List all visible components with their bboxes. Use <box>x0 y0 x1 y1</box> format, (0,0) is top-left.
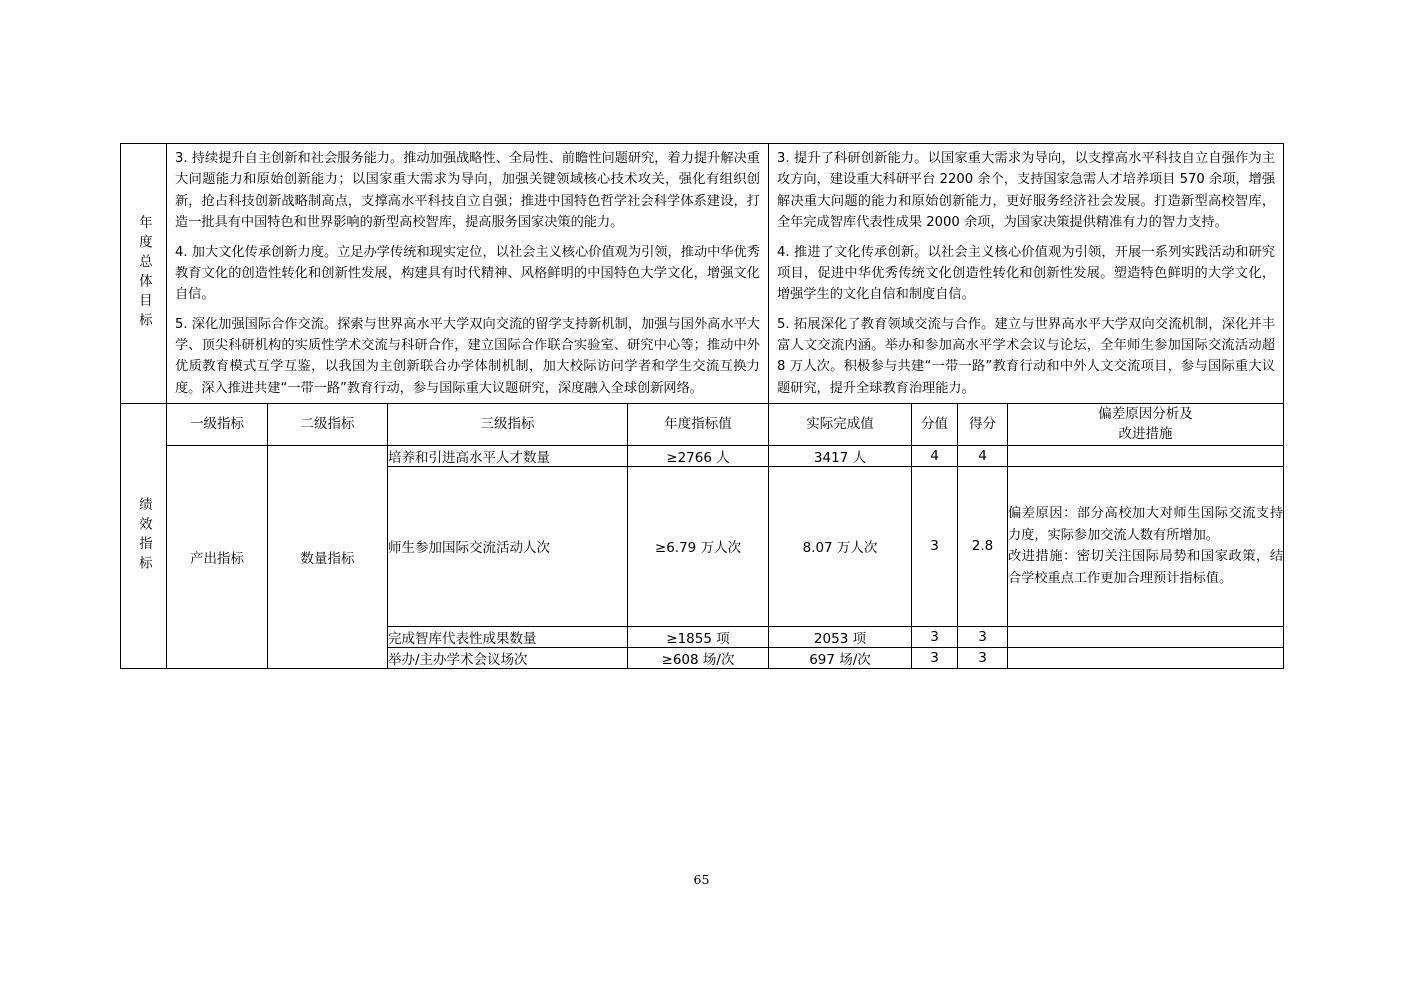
cell-annual-target-row3: ≥608 场/次 <box>628 647 769 668</box>
column-header-level2: 二级指标 <box>268 404 388 446</box>
cell-annual-target-row0: ≥2766 人 <box>628 445 769 466</box>
page-number: 65 <box>693 872 710 887</box>
cell-actual-row0: 3417 人 <box>769 445 912 466</box>
table-row-annual-goal <box>121 144 1284 404</box>
cell-actual-row1: 8.07 万人次 <box>769 466 912 626</box>
column-header-actual: 实际完成值 <box>769 404 912 446</box>
cell-score-value-row2: 3 <box>912 626 958 647</box>
annual-goal-left-p3: 5. 深化加强国际合作交流。探索与世界高水平大学双向交流的留学支持新机制，加强与国外高水平大学、顶尖科研机构的实质性学术交流与科研合作，建立国际合作联合实验室、研究中心等；推动中外优质教育模式互学互鉴，以我国为主创新联合办学体制机制，加大校际访问学者和学生交流互换力度。深入推进共建“一带一路”教育行动，参与国际重大议题研究，深度融入全球创新网络。 <box>175 316 760 396</box>
cell-analysis-row2 <box>1008 626 1284 647</box>
cell-score-row0: 4 <box>958 445 1008 466</box>
cell-score-row3: 3 <box>958 647 1008 668</box>
annual-goal-right-cell <box>769 144 1284 404</box>
annual-goal-right-p2: 4. 推进了文化传承创新。以社会主义核心价值观为引领，开展一系列实践活动和研究项目，促进中华优秀传统文化创造性转化和创新性发展。塑造特色鲜明的大学文化，增强学生的文化自信和制度自信。 <box>777 244 1276 303</box>
cell-annual-target-row2: ≥1855 项 <box>628 626 769 647</box>
cell-level2-quantity-indicator: 数量指标 <box>268 445 388 668</box>
cell-analysis-row1-measure: 改进措施：密切关注国际局势和国家政策，结合学校重点工作更加合理预计指标值。 <box>1008 549 1284 586</box>
cell-analysis-row3 <box>1008 647 1284 668</box>
cell-score-row2: 3 <box>958 626 1008 647</box>
annual-goal-left-p2: 4. 加大文化传承创新力度。立足办学传统和现实定位，以社会主义核心价值观为引领，推动中华优秀教育文化的创造性转化和创新性发展，构建具有时代精神、风格鲜明的中国特色大学文化，增强文化自信。 <box>175 244 760 303</box>
annual-goal-row-label-cell <box>121 144 167 404</box>
column-header-analysis-line1: 偏差原因分析及 <box>1098 406 1193 423</box>
annual-goal-row-label: 年度总体目标 <box>135 215 152 333</box>
column-header-annual-target: 年度指标值 <box>628 404 769 446</box>
performance-indicator-row-label: 绩效指标 <box>135 496 152 575</box>
cell-level1-output-indicator: 产出指标 <box>167 445 268 668</box>
cell-level3-row1: 师生参加国际交流活动人次 <box>388 466 628 626</box>
annual-goal-left-p1: 3. 持续提升自主创新和社会服务能力。推动加强战略性、全局性、前瞻性问题研究，着力提升解决重大问题能力和原始创新能力；以国家重大需求为导向，加强关键领域核心技术攻关，强化有组织创新，抢占科技创新战略制高点，支撑高水平科技自立自强；推进中国特色哲学社会科学体系建设，打造一批具有中国特色和世界影响的新型高校智库，提高服务国家决策的能力。 <box>175 151 760 231</box>
table-row <box>121 445 1284 466</box>
cell-level3-row2: 完成智库代表性成果数量 <box>388 626 628 647</box>
column-header-level3: 三级指标 <box>388 404 628 446</box>
table-header-row <box>121 404 1284 446</box>
annual-goal-right-p1: 3. 提升了科研创新能力。以国家重大需求为导向，以支撑高水平科技自立自强作为主攻方向，建设重大科研平台 2200 余个，支持国家急需人才培养项目 570 余项，增强解决重大问题的能力和原始创新能力，更好服务经济社会发展。打造新型高校智库，全年完成智库代表性成果 2000 余项，为国家决策提供精准有力的智力支持。 <box>777 151 1276 231</box>
cell-level3-row0: 培养和引进高水平人才数量 <box>388 445 628 466</box>
column-header-level1: 一级指标 <box>167 404 268 446</box>
cell-score-row1: 2.8 <box>958 466 1008 626</box>
column-header-analysis <box>1008 404 1284 446</box>
annual-goal-right-p3: 5. 拓展深化了教育领域交流与合作。建立与世界高水平大学双向交流机制，深化并丰富人文交流内涵。举办和参加高水平学术会议与论坛，全年师生参加国际交流活动超 8 万人次。积极参与共建“一带一路”教育行动和中外人文交流项目，参与国际重大议题研究，提升全球教育治理能力。 <box>777 316 1276 396</box>
cell-analysis-row1 <box>1008 466 1284 626</box>
column-header-score-value: 分值 <box>912 404 958 446</box>
cell-actual-row2: 2053 项 <box>769 626 912 647</box>
cell-level3-row3: 举办/主办学术会议场次 <box>388 647 628 668</box>
cell-analysis-row1-reason: 偏差原因：部分高校加大对师生国际交流支持力度，实际参加交流人数有所增加。 <box>1008 506 1284 543</box>
cell-analysis-row0 <box>1008 445 1284 466</box>
cell-score-value-row0: 4 <box>912 445 958 466</box>
column-header-score: 得分 <box>958 404 1008 446</box>
cell-score-value-row1: 3 <box>912 466 958 626</box>
annual-goal-left-cell <box>167 144 769 404</box>
performance-indicator-row-label-cell <box>121 404 167 669</box>
cell-score-value-row3: 3 <box>912 647 958 668</box>
cell-annual-target-row1: ≥6.79 万人次 <box>628 466 769 626</box>
column-header-analysis-line2: 改进措施 <box>1118 426 1173 443</box>
cell-actual-row3: 697 场/次 <box>769 647 912 668</box>
performance-table <box>120 143 1284 669</box>
